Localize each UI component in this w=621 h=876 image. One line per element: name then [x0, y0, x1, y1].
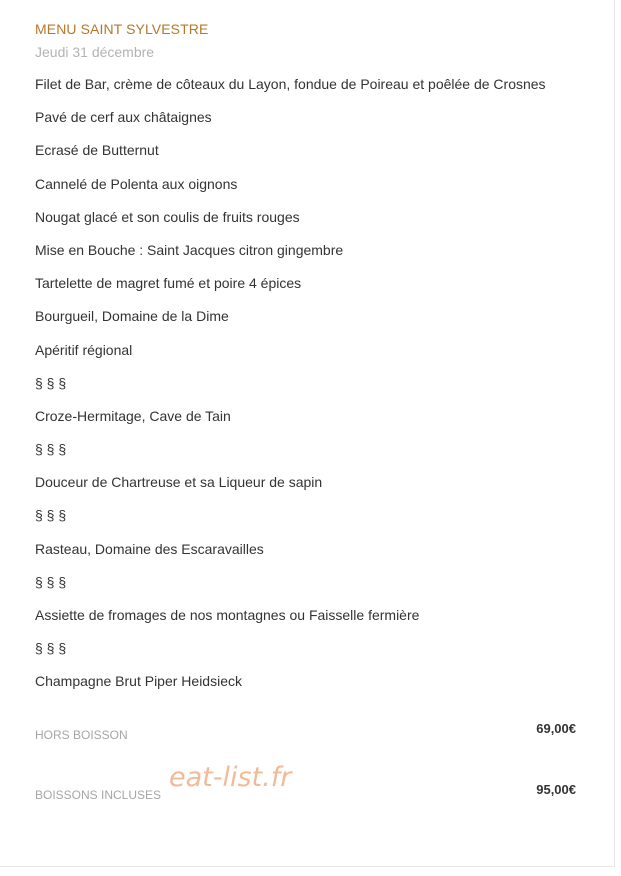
menu-date: Jeudi 31 décembre — [35, 44, 155, 60]
menu-item: Apéritif régional — [35, 341, 133, 358]
price-value: 69,00€ — [536, 721, 576, 736]
menu-item: Champagne Brut Piper Heidsieck — [35, 673, 242, 690]
menu-item: Douceur de Chartreuse et sa Liqueur de sapin — [35, 474, 323, 491]
menu-item: Assiette de fromages de nos montagnes ou Faisselle fermière — [35, 607, 420, 623]
price-label: BOISSONS INCLUSES — [35, 788, 162, 802]
price-row-boissons-incluses — [35, 782, 576, 802]
menu-item: Cannelé de Polenta aux oignons — [35, 175, 238, 192]
menu-item: Croze-Hermitage, Cave de Tain — [35, 407, 231, 424]
menu-separator: § § § — [35, 374, 67, 391]
price-row-hors-boisson — [35, 721, 576, 741]
menu-item: Tartelette de magret fumé et poire 4 épices — [35, 275, 302, 292]
menu-item: Filet de Bar, crème de côteaux du Layon, fondue de Poireau et poêlée de Crosnes — [35, 76, 546, 92]
menu-item: Mise en Bouche : Saint Jacques citron gingembre — [35, 241, 344, 258]
menu-item: Nougat glacé et son coulis de fruits rouges — [35, 208, 300, 225]
menu-separator: § § § — [35, 441, 67, 458]
price-value: 95,00€ — [536, 782, 576, 797]
menu-item-list — [35, 76, 546, 707]
menu-item: Rasteau, Domaine des Escaravailles — [35, 540, 264, 557]
menu-separator: § § § — [35, 573, 67, 590]
watermark-logo: eat-list.fr — [169, 762, 292, 793]
price-label: HORS BOISSON — [35, 728, 128, 742]
menu-title: MENU SAINT SYLVESTRE — [35, 21, 209, 37]
menu-item: Ecrasé de Butternut — [35, 142, 159, 159]
menu-separator: § § § — [35, 640, 67, 657]
menu-item: Pavé de cerf aux châtaignes — [35, 109, 212, 126]
menu-item: Bourgueil, Domaine de la Dime — [35, 308, 229, 325]
menu-separator: § § § — [35, 507, 67, 524]
